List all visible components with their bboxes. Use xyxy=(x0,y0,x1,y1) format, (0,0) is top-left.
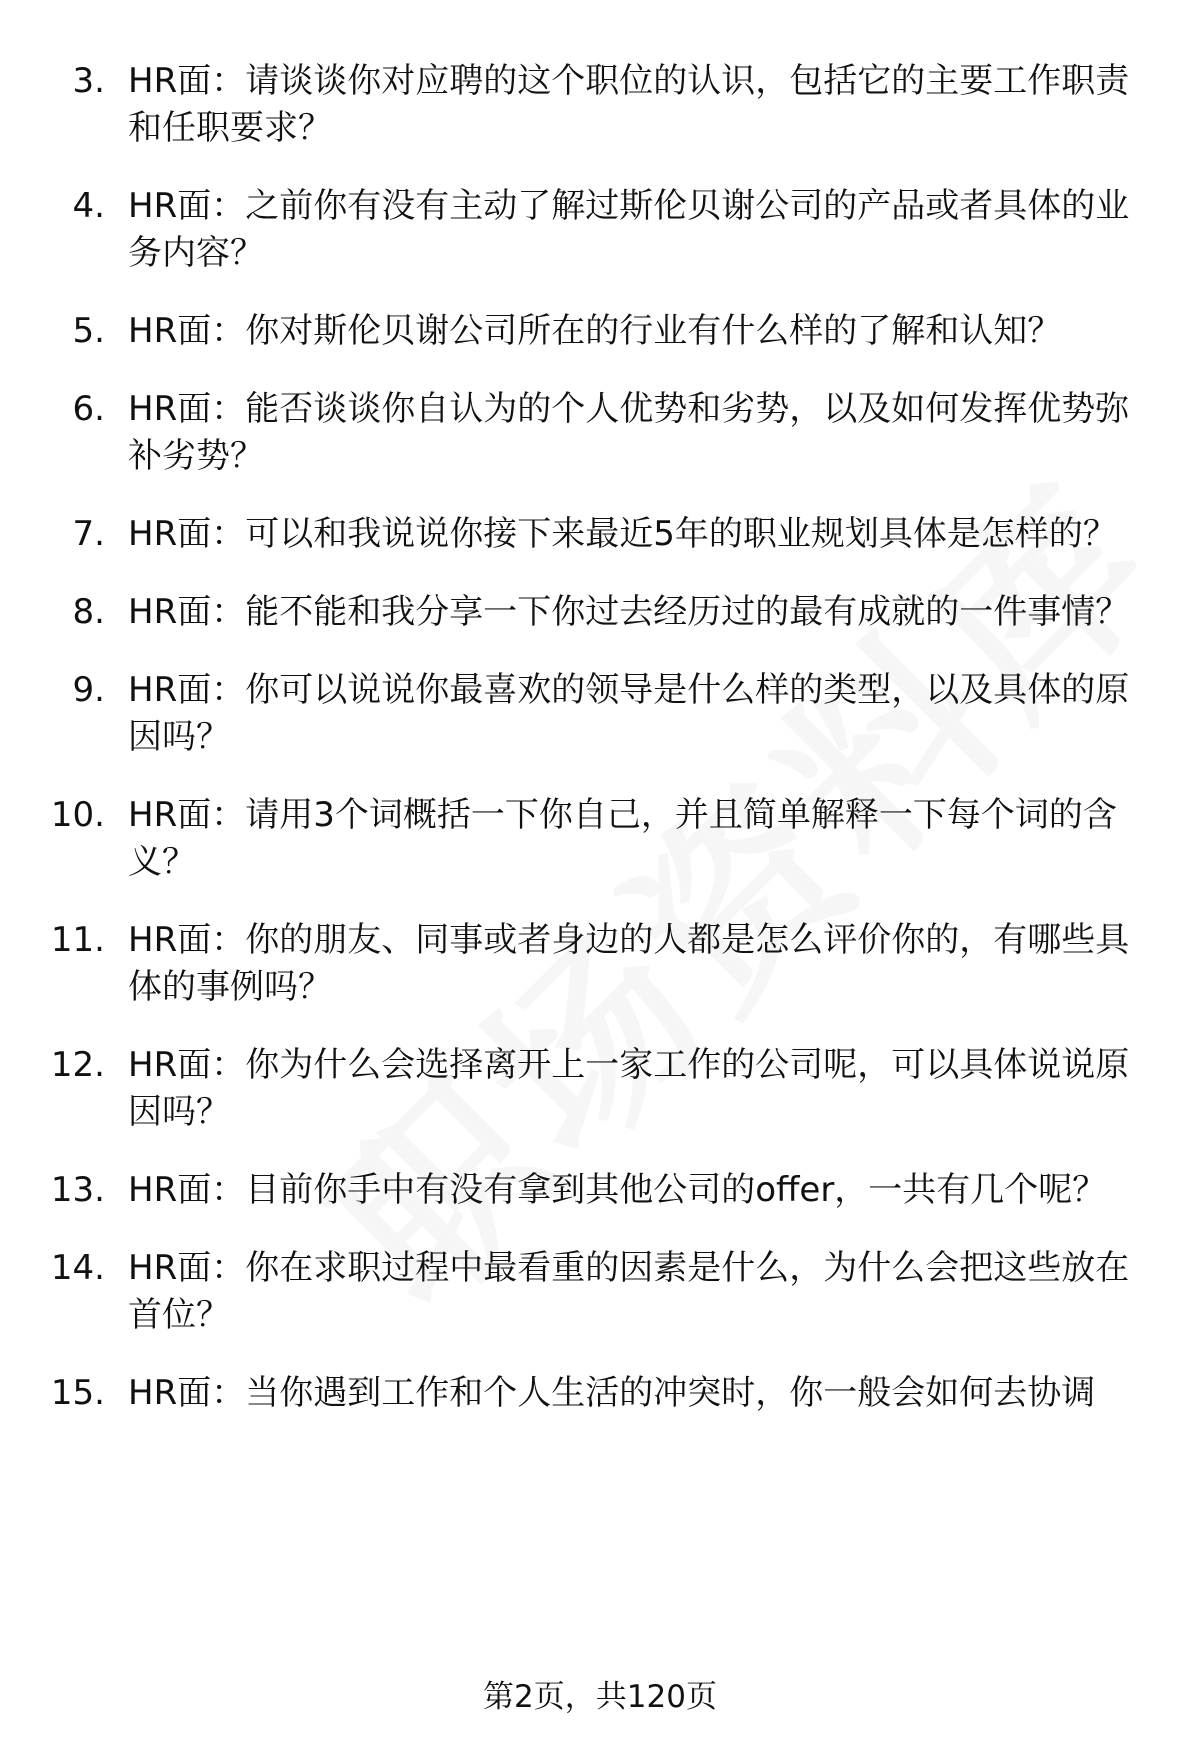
list-item xyxy=(0,183,1200,277)
question-text: HR面：能否谈谈你自认为的个人优势和劣势，以及如何发挥优势弥补劣势？ xyxy=(128,389,1130,476)
list-item xyxy=(0,308,1200,355)
list-item xyxy=(0,589,1200,636)
question-number: 15. xyxy=(50,1373,105,1413)
list-item xyxy=(0,58,1200,152)
question-text: HR面：请用3个词概括一下你自己，并且简单解释一下每个词的含义？ xyxy=(128,795,1117,882)
question-number: 14. xyxy=(50,1248,105,1288)
list-item xyxy=(0,386,1200,480)
question-text: HR面：你在求职过程中最看重的因素是什么，为什么会把这些放在首位？ xyxy=(128,1248,1130,1335)
question-text: HR面：你可以说说你最喜欢的领导是什么样的类型，以及具体的原因吗？ xyxy=(128,670,1130,757)
list-item xyxy=(0,1042,1200,1136)
list-item xyxy=(0,667,1200,761)
list-item xyxy=(0,1245,1200,1339)
question-number: 7. xyxy=(72,514,105,554)
question-text: HR面：你的朋友、同事或者身边的人都是怎么评价你的，有哪些具体的事例吗？ xyxy=(128,920,1130,1007)
question-number: 10. xyxy=(50,795,105,835)
question-text: HR面：之前你有没有主动了解过斯伦贝谢公司的产品或者具体的业务内容？ xyxy=(128,186,1130,273)
question-number: 9. xyxy=(72,670,105,710)
question-text: HR面：你为什么会选择离开上一家工作的公司呢，可以具体说说原因吗？ xyxy=(128,1045,1130,1132)
question-number: 8. xyxy=(72,592,105,632)
question-text: HR面：目前你手中有没有拿到其他公司的offer，一共有几个呢？ xyxy=(128,1170,1107,1210)
list-item xyxy=(0,1370,1200,1417)
question-text: HR面：你对斯伦贝谢公司所在的行业有什么样的了解和认知？ xyxy=(128,311,1062,351)
question-text: HR面：能不能和我分享一下你过去经历过的最有成就的一件事情？ xyxy=(128,592,1130,632)
list-item xyxy=(0,792,1200,886)
page-number: 第2页，共120页 xyxy=(483,1679,717,1715)
list-item xyxy=(0,1167,1200,1214)
question-number: 11. xyxy=(50,920,105,960)
question-list xyxy=(0,58,1200,1448)
question-number: 6. xyxy=(72,389,105,429)
question-number: 13. xyxy=(50,1170,105,1210)
question-text: HR面：请谈谈你对应聘的这个职位的认识，包括它的主要工作职责和任职要求？ xyxy=(128,61,1130,148)
question-number: 5. xyxy=(72,311,105,351)
question-number: 3. xyxy=(72,61,105,101)
question-number: 12. xyxy=(50,1045,105,1085)
question-text: HR面：可以和我说说你接下来最近5年的职业规划具体是怎样的？ xyxy=(128,514,1117,554)
list-item xyxy=(0,511,1200,558)
list-item xyxy=(0,917,1200,1011)
question-text: HR面：当你遇到工作和个人生活的冲突时，你一般会如何去协调 xyxy=(128,1373,1096,1413)
question-number: 4. xyxy=(72,186,105,226)
